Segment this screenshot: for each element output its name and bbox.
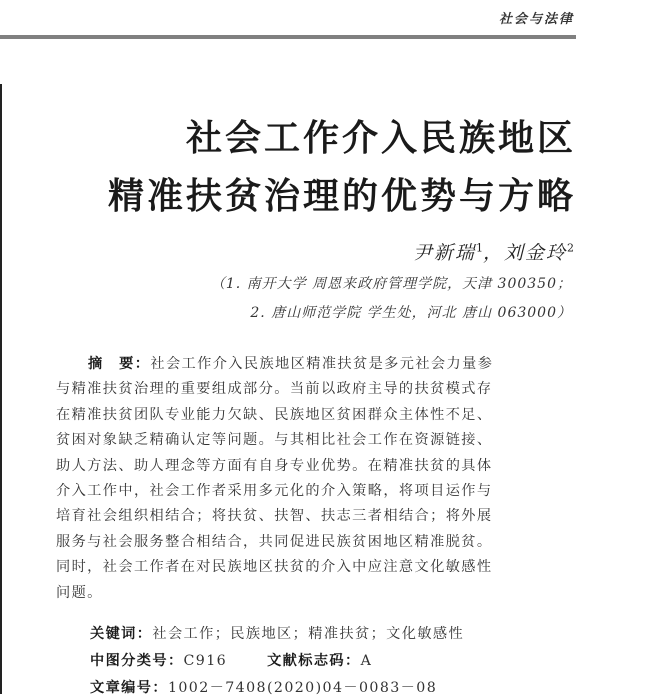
affiliation-2: 2. 唐山师范学院 学生处，河北 唐山 063000） [250, 305, 572, 321]
abstract-line: 贫困对象缺乏精确认定等问题。与其相比社会工作在资源链接、 [56, 432, 493, 449]
doc-code-value: A [360, 653, 373, 669]
article-title [108, 110, 576, 226]
article-number-value: 1002－7408(2020)04－0083－08 [167, 680, 438, 696]
abstract-line: 同时，社会工作者在对民族地区扶贫的介入中应注意文化敏感性 [56, 559, 493, 576]
article-number-row [90, 677, 437, 697]
author-2-affil-mark: 2 [567, 241, 574, 255]
clc-value: C916 [183, 653, 228, 669]
abstract-line: 服务与社会服务整合相结合，共同促进民族贫困地区精准脱贫。 [56, 533, 493, 550]
abstract-text: 社会工作介入民族地区精准扶贫是多元社会力量参 [150, 356, 494, 372]
journal-section-header: 社会与法律 [498, 12, 574, 27]
title-line-2: 精准扶贫治理的优势与方略 [107, 176, 576, 217]
doc-code-label: 文献标志码： [267, 653, 361, 669]
abstract-line: 培育社会组织相结合；将扶贫、扶智、扶志三者相结合；将外展 [56, 508, 493, 525]
author-1-affil-mark: 1 [475, 241, 483, 255]
abstract-line: 介入工作中，社会工作者采用多元化的介入策略，将项目运作与 [56, 483, 493, 500]
abstract-line: 助人方法、助人理念等方面有自身专业优势。在精准扶贫的具体 [56, 457, 493, 474]
keywords-value: 社会工作；民族地区；精准扶贫；文化敏感性 [152, 626, 465, 642]
author-2: 刘金玲 [503, 242, 567, 264]
abstract-line [56, 352, 546, 377]
classification-row [90, 650, 372, 670]
abstract-label: 摘 要： [88, 356, 151, 372]
author-1: 尹新瑞 [412, 242, 476, 264]
author-separator: ， [482, 242, 504, 264]
keywords [90, 623, 464, 643]
abstract-line: 问题。 [56, 584, 103, 601]
clc-label: 中图分类号： [90, 653, 184, 669]
left-margin-rule [0, 84, 2, 694]
title-line-1: 社会工作介入民族地区 [185, 118, 576, 159]
abstract-line: 与精准扶贫治理的重要组成部分。当前以政府主导的扶贫模式存 [56, 381, 493, 398]
header-divider [0, 35, 576, 39]
affiliation-1: （1. 南开大学 周恩来政府管理学院，天津 300350； [210, 276, 572, 292]
author-list [413, 238, 574, 265]
abstract-line: 在精准扶贫团队专业能力欠缺、民族地区贫困群众主体性不足、 [56, 406, 493, 423]
keywords-label: 关键词： [90, 626, 153, 642]
abstract [56, 352, 546, 606]
article-number-label: 文章编号： [90, 680, 168, 696]
